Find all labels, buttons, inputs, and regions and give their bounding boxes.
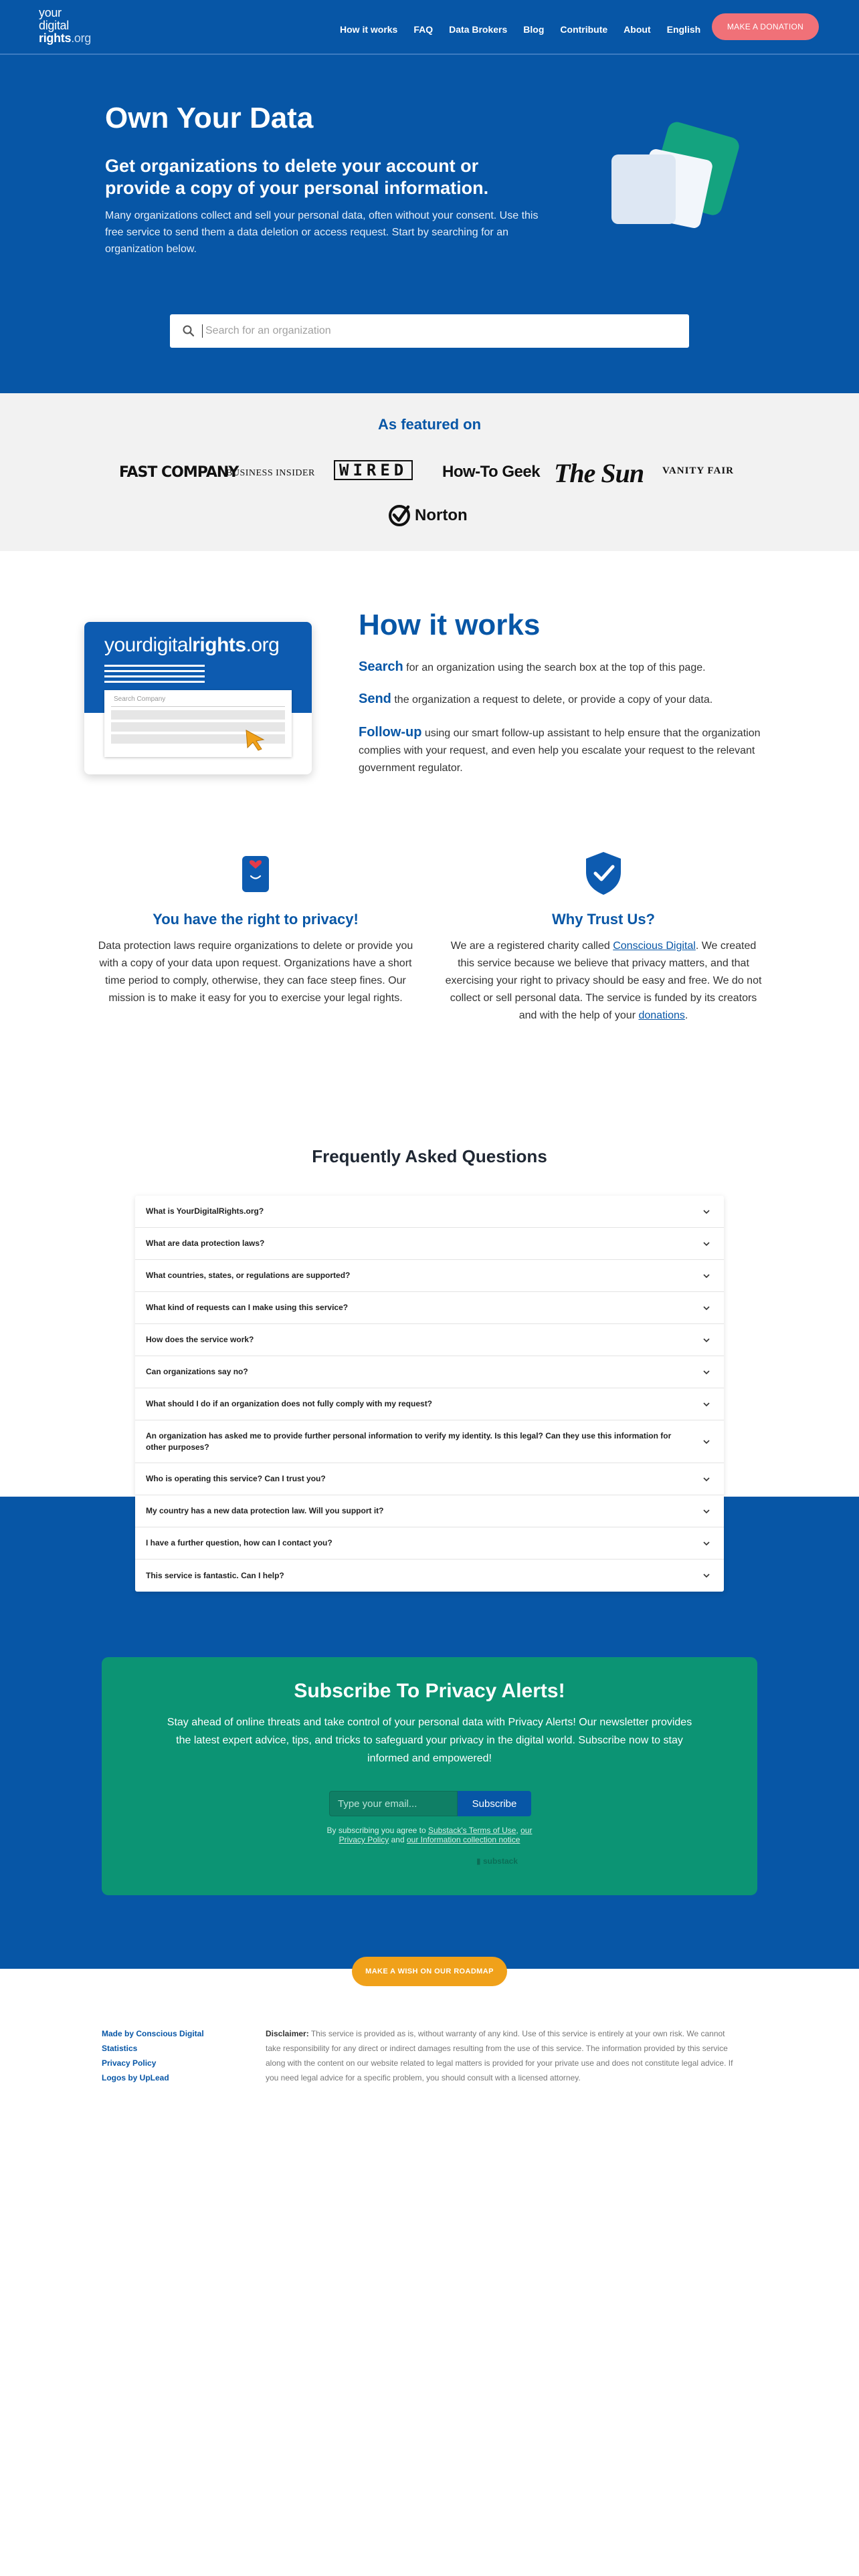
chevron-down-icon bbox=[702, 1572, 710, 1580]
language-selector[interactable]: English bbox=[666, 24, 701, 35]
faq-item[interactable]: I have a further question, how can I contact you? bbox=[135, 1527, 724, 1560]
text-cursor bbox=[202, 324, 203, 338]
main-nav bbox=[340, 24, 717, 35]
faq-item[interactable]: What countries, states, or regulations are supported? bbox=[135, 1260, 724, 1292]
how-step-send: Send the organization a request to delete, or provide a copy of your data. bbox=[359, 691, 713, 706]
privacy-policy-link[interactable]: our Privacy Policy bbox=[339, 1826, 533, 1844]
how-to-geek-logo: How-To Geek bbox=[442, 463, 541, 481]
chevron-down-icon bbox=[702, 1240, 710, 1248]
faq-item[interactable]: What are data protection laws? bbox=[135, 1228, 724, 1260]
shield-check-icon bbox=[583, 851, 624, 896]
donations-link[interactable]: donations bbox=[638, 1010, 685, 1021]
mouse-pointer-icon bbox=[244, 728, 268, 752]
chevron-down-icon bbox=[702, 1336, 710, 1344]
footer-link-uplead[interactable]: Logos by UpLead bbox=[102, 2073, 169, 2082]
chevron-down-icon bbox=[702, 1208, 710, 1216]
chevron-down-icon bbox=[702, 1304, 710, 1312]
footer-link-conscious-digital[interactable]: Made by Conscious Digital bbox=[102, 2029, 204, 2038]
chevron-down-icon bbox=[702, 1507, 710, 1515]
nav-data-brokers[interactable]: Data Brokers bbox=[449, 24, 508, 35]
nav-about[interactable]: About bbox=[624, 24, 651, 35]
data-documents-illustration bbox=[611, 118, 745, 245]
hero-subtitle: Get organizations to delete your account or provide a copy of your personal information. bbox=[105, 156, 489, 198]
how-step-follow-up: Follow-up using our smart follow-up assistant to help ensure that the organization complies with your request, and even help you escalate your request to the relevant government regulator. bbox=[359, 725, 761, 774]
faq-item[interactable]: This service is fantastic. Can I help? bbox=[135, 1560, 724, 1592]
organization-search-input[interactable] bbox=[204, 316, 689, 346]
site-logo[interactable]: your digital rights.org bbox=[39, 6, 92, 45]
privacy-right-title: You have the right to privacy! bbox=[153, 911, 359, 928]
vanity-fair-logo: VANITY FAIR bbox=[662, 465, 734, 476]
collection-notice-link[interactable]: our Information collection notice bbox=[406, 1835, 520, 1844]
how-it-works-illustration: yourdigitalrights.org Search Company bbox=[84, 622, 312, 776]
organization-search-box[interactable] bbox=[170, 314, 689, 348]
wired-logo: WIRED bbox=[334, 460, 413, 480]
norton-logo: Norton bbox=[388, 504, 468, 527]
chevron-down-icon bbox=[702, 1539, 710, 1547]
faq-item[interactable]: What kind of requests can I make using this service? bbox=[135, 1292, 724, 1324]
chevron-down-icon bbox=[702, 1438, 710, 1446]
footer-link-statistics[interactable]: Statistics bbox=[102, 2044, 138, 2053]
email-field[interactable] bbox=[329, 1791, 458, 1816]
roadmap-button[interactable]: MAKE A WISH ON OUR ROADMAP bbox=[352, 1957, 507, 1986]
subscribe-card bbox=[102, 1657, 757, 1895]
business-insider-logo: BUSINESS INSIDER bbox=[226, 468, 315, 478]
why-trust-title: Why Trust Us? bbox=[551, 911, 655, 928]
nav-faq[interactable]: FAQ bbox=[413, 24, 434, 35]
fast-company-logo: FAST COMPANY bbox=[119, 464, 239, 481]
how-step-search: Search for an organization using the search box at the top of this page. bbox=[359, 659, 706, 674]
conscious-digital-link[interactable]: Conscious Digital bbox=[613, 940, 696, 952]
subscribe-legal-notice: By subscribing you agree to Substack's Terms of Use, our Privacy Policy and our Information collection notice bbox=[326, 1826, 533, 1844]
donate-button[interactable]: MAKE A DONATION bbox=[712, 13, 819, 40]
chevron-down-icon bbox=[702, 1475, 710, 1483]
chevron-down-icon bbox=[702, 1272, 710, 1280]
faq-list bbox=[135, 1196, 724, 1592]
faq-item[interactable]: How does the service work? bbox=[135, 1324, 724, 1356]
footer-link-privacy-policy[interactable]: Privacy Policy bbox=[102, 2058, 157, 2068]
nav-contribute[interactable]: Contribute bbox=[560, 24, 608, 35]
subscribe-title: Subscribe To Privacy Alerts! bbox=[294, 1680, 565, 1702]
faq-item[interactable]: An organization has asked me to provide further personal information to verify my identity. Is this legal? Can they use this information for other purposes? bbox=[135, 1420, 724, 1463]
phone-heart-icon bbox=[238, 851, 273, 893]
hero-section bbox=[0, 55, 859, 393]
faq-item[interactable]: What should I do if an organization does not fully comply with my request? bbox=[135, 1388, 724, 1420]
faq-item[interactable]: What is YourDigitalRights.org? bbox=[135, 1196, 724, 1228]
footer-links bbox=[102, 2026, 204, 2085]
page-title: Own Your Data bbox=[105, 102, 314, 134]
faq-item[interactable]: Can organizations say no? bbox=[135, 1356, 724, 1388]
chevron-down-icon bbox=[702, 1400, 710, 1408]
subscribe-button[interactable]: Subscribe bbox=[458, 1791, 531, 1816]
substack-terms-link[interactable]: Substack's Terms of Use bbox=[427, 1826, 516, 1835]
featured-title: As featured on bbox=[377, 416, 482, 433]
how-it-works-title: How it works bbox=[359, 609, 541, 641]
faq-item[interactable]: Who is operating this service? Can I trust you? bbox=[135, 1463, 724, 1495]
subscribe-description: Stay ahead of online threats and take control of your personal data with Privacy Alerts! Our newsletter provides the latest expert advice, tips, and tricks to safeguard your privacy in the digital world. Subscribe now to stay informed and empowered! bbox=[167, 1717, 692, 1764]
substack-logo: ▮ substack bbox=[476, 1856, 518, 1866]
privacy-right-column bbox=[95, 851, 416, 1007]
subscribe-form bbox=[329, 1791, 531, 1816]
chevron-down-icon bbox=[702, 1368, 710, 1376]
faq-item[interactable]: My country has a new data protection law. Will you support it? bbox=[135, 1495, 724, 1527]
featured-on-section bbox=[0, 393, 859, 551]
search-icon bbox=[182, 324, 195, 338]
why-trust-column bbox=[443, 851, 764, 1025]
faq-title: Frequently Asked Questions bbox=[312, 1146, 547, 1166]
hero-description: Many organizations collect and sell your personal data, often without your consent. Use this free service to send them a data deletion or access request. Start by searching for an organization below. bbox=[105, 210, 539, 255]
site-header bbox=[0, 0, 859, 55]
the-sun-logo: The Sun bbox=[554, 458, 644, 488]
nav-blog[interactable]: Blog bbox=[523, 24, 545, 35]
privacy-right-text: Data protection laws require organizations to delete or provide you with a copy of your data upon request. Organizations have a short time period to comply, otherwise, they can face steep fines. Our mission is to make it easy for you to exercise your legal rights. bbox=[98, 940, 413, 1004]
disclaimer: Disclaimer: This service is provided as is, without warranty of any kind. Use of this service is entirely at your own risk. We cannot take responsibility for any direct or indirect damages resulting from the use of this service. The information provided by this service along with the content on our website related to legal matters is provided for your private use and does not constitute legal advice. If you need legal advice for a specific problem, you should consult with a licensed attorney. bbox=[266, 2029, 733, 2082]
nav-how-it-works[interactable]: How it works bbox=[340, 24, 398, 35]
norton-check-icon bbox=[388, 504, 411, 527]
why-trust-text: We are a registered charity called Conscious Digital. We created this service because we believe that privacy matters, and that exercising your right to privacy should be easy and free. We do not collect or sell personal data. The service is funded by its creators and with the help of your donations. bbox=[445, 940, 762, 1021]
